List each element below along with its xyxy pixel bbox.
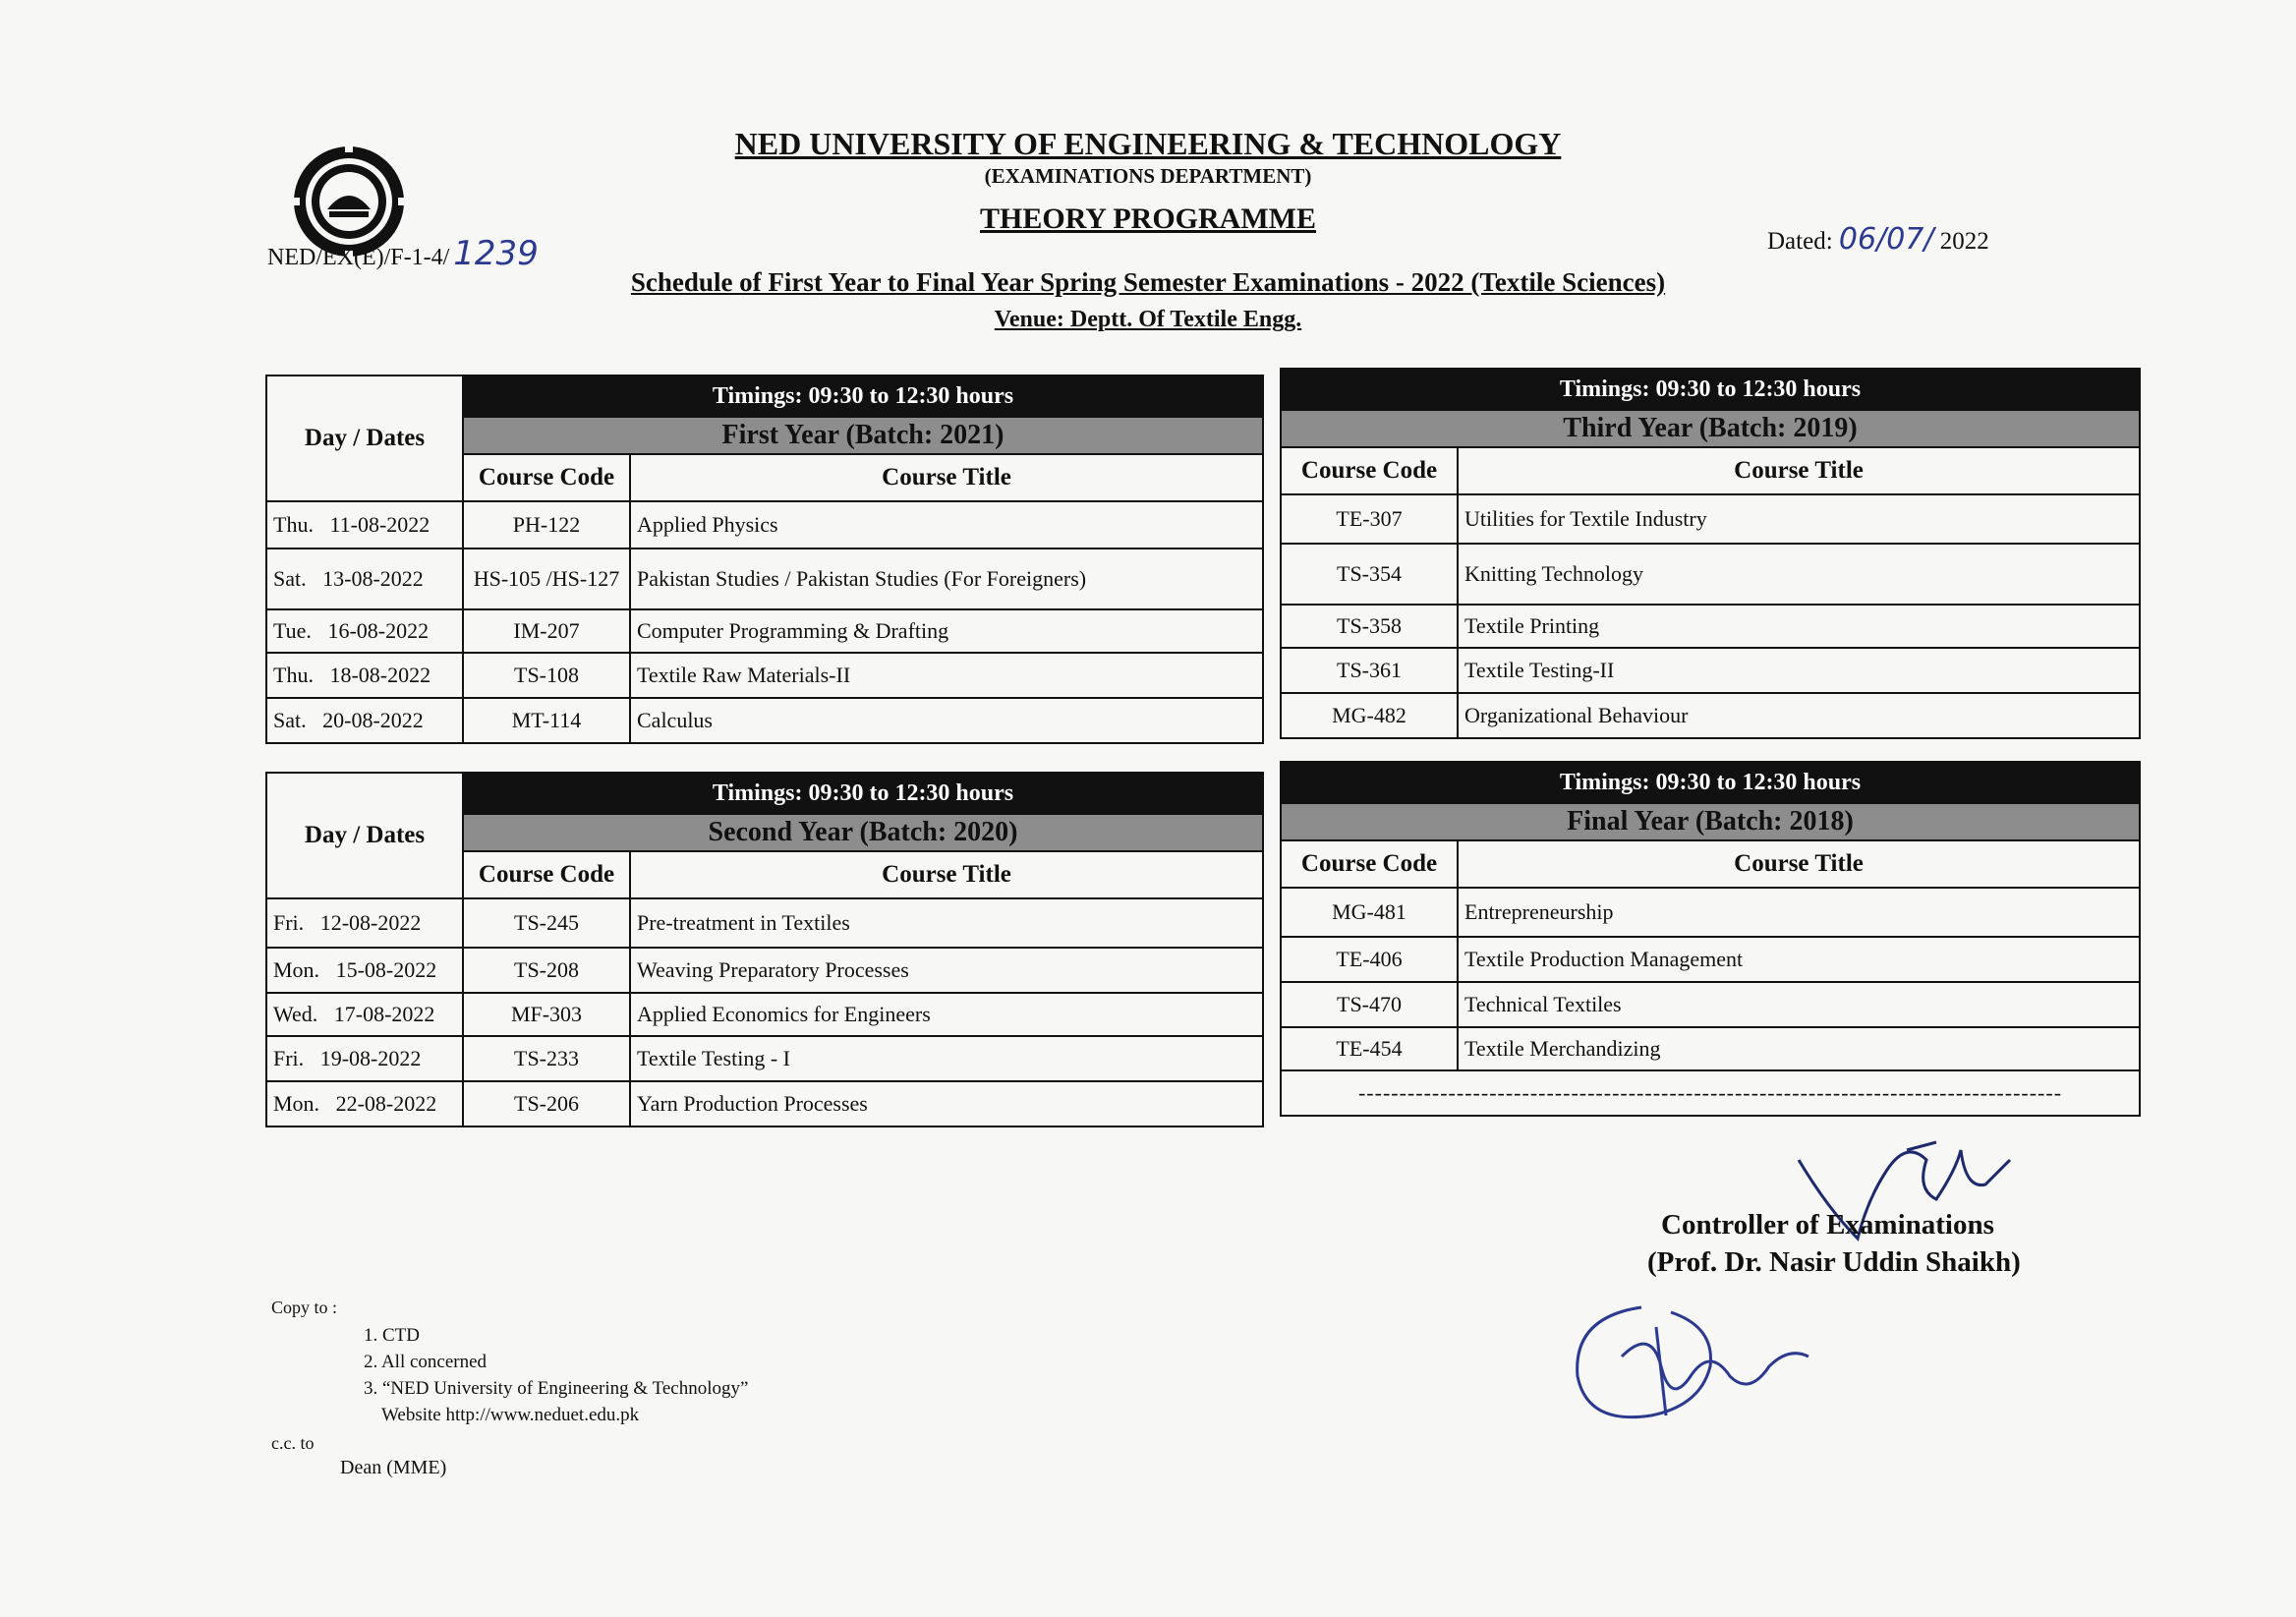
table-row xyxy=(1281,648,2140,693)
table-row xyxy=(1281,605,2140,648)
dated-label: Dated: xyxy=(1767,228,1833,255)
course-code: TS-233 xyxy=(463,1036,630,1081)
reference-handwritten-number: 1239 xyxy=(453,234,539,273)
table-row xyxy=(266,993,1263,1036)
table-row xyxy=(266,549,1263,609)
date-cell: Mon. 15-08-2022 xyxy=(266,948,463,993)
reference-prefix: NED/EX(E)/F-1-4/ xyxy=(267,245,450,270)
date-cell: Fri. 19-08-2022 xyxy=(266,1036,463,1081)
table-row xyxy=(266,1036,1263,1081)
course-title: Organizational Behaviour xyxy=(1458,693,2140,738)
course-title: Technical Textiles xyxy=(1458,982,2140,1027)
table-row xyxy=(1281,693,2140,738)
course-code: TS-208 xyxy=(463,948,630,993)
course-code: TS-245 xyxy=(463,898,630,948)
date-cell: Sat. 20-08-2022 xyxy=(266,698,463,743)
date-slash-2: / xyxy=(1923,222,1934,257)
table-row xyxy=(1281,494,2140,544)
course-code-header: Course Code xyxy=(1281,840,1458,888)
copy-to-list xyxy=(364,1322,748,1428)
course-code: IM-207 xyxy=(463,609,630,653)
course-title: Textile Testing-II xyxy=(1458,648,2140,693)
course-code: TS-206 xyxy=(463,1081,630,1126)
second-signature xyxy=(1563,1288,1818,1435)
course-code: PH-122 xyxy=(463,501,630,549)
table-row xyxy=(266,609,1263,653)
course-title: Knitting Technology xyxy=(1458,544,2140,605)
course-title: Applied Economics for Engineers xyxy=(630,993,1263,1036)
course-title: Pre-treatment in Textiles xyxy=(630,898,1263,948)
date-slash-1: / xyxy=(1876,222,1887,257)
course-code: MG-482 xyxy=(1281,693,1458,738)
university-name: NED UNIVERSITY OF ENGINEERING & TECHNOLOGY xyxy=(734,126,1562,161)
timings-header: Timings: 09:30 to 12:30 hours xyxy=(463,375,1263,417)
course-title-header: Course Title xyxy=(1458,840,2140,888)
course-code: TS-354 xyxy=(1281,544,1458,605)
course-title: Textile Printing xyxy=(1458,605,2140,648)
programme-title: THEORY PROGRAMME xyxy=(980,202,1316,235)
cc-to-label: c.c. to xyxy=(271,1433,315,1453)
course-code: TS-358 xyxy=(1281,605,1458,648)
table-row xyxy=(1281,982,2140,1027)
list-item: Website http://www.neduet.edu.pk xyxy=(381,1405,640,1425)
date-cell: Thu. 18-08-2022 xyxy=(266,653,463,698)
course-title: Textile Production Management xyxy=(1458,937,2140,982)
course-code: TS-108 xyxy=(463,653,630,698)
table-row xyxy=(1281,1070,2140,1116)
final-year-heading: Final Year (Batch: 2018) xyxy=(1281,803,2140,840)
table-row xyxy=(266,501,1263,549)
table-row xyxy=(266,898,1263,948)
third-year-table xyxy=(1280,368,2141,739)
copy-to-label: Copy to : xyxy=(271,1298,338,1317)
dated-day: 06 xyxy=(1838,222,1877,257)
course-title: Textile Testing - I xyxy=(630,1036,1263,1081)
day-dates-header: Day / Dates xyxy=(266,375,463,501)
date-cell: Tue. 16-08-2022 xyxy=(266,609,463,653)
date-cell: Thu. 11-08-2022 xyxy=(266,501,463,549)
table-row xyxy=(1281,544,2140,605)
course-title: Applied Physics xyxy=(630,501,1263,549)
course-code: TE-406 xyxy=(1281,937,1458,982)
list-item: 3. “NED University of Engineering & Technology” xyxy=(364,1378,749,1399)
course-title: Computer Programming & Drafting xyxy=(630,609,1263,653)
course-title-header: Course Title xyxy=(630,851,1263,898)
course-code-header: Course Code xyxy=(463,454,630,501)
course-title: Calculus xyxy=(630,698,1263,743)
course-title: Pakistan Studies / Pakistan Studies (For Foreigners) xyxy=(630,549,1263,609)
course-code-header: Course Code xyxy=(1281,447,1458,494)
date-cell: Mon. 22-08-2022 xyxy=(266,1081,463,1126)
first-year-table xyxy=(265,375,1264,744)
course-title: Yarn Production Processes xyxy=(630,1081,1263,1126)
course-code: TS-361 xyxy=(1281,648,1458,693)
second-year-heading: Second Year (Batch: 2020) xyxy=(463,814,1263,851)
department-name: (EXAMINATIONS DEPARTMENT) xyxy=(984,164,1312,188)
table-row xyxy=(1281,888,2140,937)
course-code-header: Course Code xyxy=(463,851,630,898)
table-row xyxy=(266,1081,1263,1126)
date-cell: Sat. 13-08-2022 xyxy=(266,549,463,609)
course-code: TE-307 xyxy=(1281,494,1458,544)
table-row xyxy=(1281,1027,2140,1070)
dated-month: 07 xyxy=(1886,222,1924,257)
blank-row-dashes: -------------------------------------------------------------------------------------- xyxy=(1281,1070,2140,1116)
date-cell: Fri. 12-08-2022 xyxy=(266,898,463,948)
list-item: 1. CTD xyxy=(364,1325,420,1346)
course-title-header: Course Title xyxy=(1458,447,2140,494)
timings-header: Timings: 09:30 to 12:30 hours xyxy=(1281,369,2140,410)
table-row xyxy=(1281,937,2140,982)
course-code: MT-114 xyxy=(463,698,630,743)
controller-of-examinations: Controller of Examinations xyxy=(1661,1209,1994,1241)
course-title: Textile Raw Materials-II xyxy=(630,653,1263,698)
table-row xyxy=(266,698,1263,743)
first-year-heading: First Year (Batch: 2021) xyxy=(463,417,1263,454)
course-title: Weaving Preparatory Processes xyxy=(630,948,1263,993)
second-year-table xyxy=(265,772,1264,1127)
course-code: MF-303 xyxy=(463,993,630,1036)
timings-header: Timings: 09:30 to 12:30 hours xyxy=(1281,762,2140,803)
course-title: Entrepreneurship xyxy=(1458,888,2140,937)
table-row xyxy=(266,653,1263,698)
list-item: 2. All concerned xyxy=(364,1352,488,1372)
final-year-table xyxy=(1280,761,2141,1117)
course-title-header: Course Title xyxy=(630,454,1263,501)
third-year-heading: Third Year (Batch: 2019) xyxy=(1281,410,2140,447)
venue: Venue: Deptt. Of Textile Engg. xyxy=(994,307,1302,332)
course-title: Utilities for Textile Industry xyxy=(1458,494,2140,544)
controller-name: (Prof. Dr. Nasir Uddin Shaikh) xyxy=(1647,1246,2021,1278)
day-dates-header: Day / Dates xyxy=(266,773,463,898)
timings-header: Timings: 09:30 to 12:30 hours xyxy=(463,773,1263,814)
course-title: Textile Merchandizing xyxy=(1458,1027,2140,1070)
schedule-title: Schedule of First Year to Final Year Spring Semester Examinations - 2022 (Textile Sciences) xyxy=(630,267,1666,297)
dated-year: 2022 xyxy=(1939,228,1989,255)
course-code: MG-481 xyxy=(1281,888,1458,937)
dated xyxy=(1767,222,1989,257)
table-row xyxy=(266,948,1263,993)
date-cell: Wed. 17-08-2022 xyxy=(266,993,463,1036)
course-code: TE-454 xyxy=(1281,1027,1458,1070)
course-code: HS-105 /HS-127 xyxy=(463,549,630,609)
course-code: TS-470 xyxy=(1281,982,1458,1027)
cc-recipient: Dean (MME) xyxy=(340,1457,447,1478)
